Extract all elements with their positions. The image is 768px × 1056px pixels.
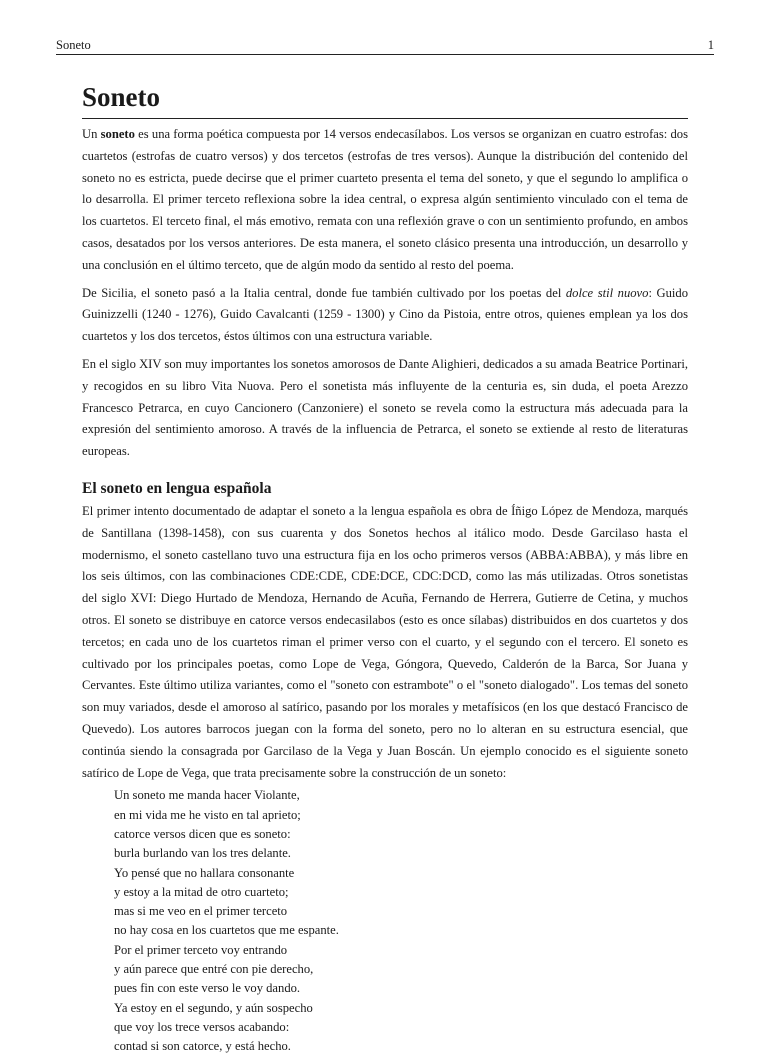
section-paragraph: El primer intento documentado de adaptar el soneto a la lengua española es obra de Íñigo López de Mendoza, marqués de Santillana (1398-1458), con sus cuarenta y dos Sonetos hechos al itálico modo. Desde Garcilaso hasta el modernismo, el soneto castellano tuvo una estructura fija en los ocho primeros versos (ABBA:ABBA), y más libre en los seis últimos, con las combinaciones CDE:CDE, CDE:DCE, CDC:DCD, como las más utilizadas. Otros sonetistas del siglo XVI: Diego Hurtado de Mendoza, Hernando de Acuña, Fernando de Herrera, Gutierre de Cetina, y muchos otros. El soneto se distribuye en catorce versos endecasilabos (esto es once sílabas) distribuidos en dos cuartetos y dos tercetos; en cada uno de los cuartetos riman el primer verso con el cuarto, y el segundo con el tercero. El soneto es cultivado por los principales poetas, como Lope de Vega, Góngora, Quevedo, Calderón de la Barca, Sor Juana y Cervantes. Este último utiliza variantes, como el "soneto con estrambote" o el "soneto dialogado". Los temas del soneto son muy variados, desde el amoroso al satírico, pasando por los morales y metafísicos (en los que destacó Francisco de Quevedo). Los autores barrocos juegan con la forma del soneto, pero no lo alteran en su estructura esencial, que continúa siendo la consagrada por Garcilaso de la Vega y Juan Boscán. Un ejemplo conocido es el siguiente soneto satírico de Lope de Vega, que trata precisamente sobre la construcción de un soneto: [82,503,688,780]
term-soneto: soneto [100,127,135,141]
poem-line: contad si son catorce, y está hecho. [114,1039,291,1054]
poem-line: pues fin con este verso le voy dando. [114,981,301,996]
page-number: 1 [707,38,714,52]
poem-line: catorce versos dicen que es soneto: [114,826,291,841]
poem-line: que voy los trece versos acabando: [114,1019,290,1034]
poem-line: Por el primer terceto voy entrando [114,942,288,957]
sicilia-text-start: De Sicilia, el soneto pasó a la Italia central, donde fue también cultivado por los poetas del [82,285,566,300]
page-title: Soneto [82,82,688,119]
intro-paragraph-1 [82,124,688,277]
poem-line: y aún parece que entré con pie derecho, [114,961,314,976]
running-header [56,38,714,55]
intro-paragraph-3: En el siglo XIV son muy importantes los sonetos amorosos de Dante Alighieri, dedicados a su amada Beatrice Portinari, y recogidos en su libro Vita Nuova. Pero el sonetista más influyente de la centuria es, sin duda, el poeta Arezzo Francesco Petrarca, en cuyo Cancionero (Canzoniere) el soneto se revela como la estructura más adecuada para la expresión del sentimiento amoroso. A través de la influencia de Petrarca, el soneto se extiende al resto de literaturas europeas. [82,356,688,459]
poem-line: Un soneto me manda hacer Violante, [114,788,300,803]
intro-text-rest: es una forma poética compuesta por 14 versos endecasílabos. Los versos se organizan en cuatro estrofas: dos cuartetos (estrofas de cuatro versos) y dos tercetos (estrofas de tres versos). Aunque la distribución del contenido del soneto no es estricta, puede decirse que el primer cuarteto presenta el tema del soneto, y que el segundo lo amplifica o lo desarrolla. El primer terceto reflexiona sobre la idea central, o expresa algún sentimiento vinculado con el tema de los cuartetos. El terceto final, el más emotivo, remata con una reflexión grave o con un sentimiento profundo, en ambos casos, desatados por los versos anteriores. De esta manera, el soneto clásico presenta una introducción, un desarrollo y una conclusión en el último terceto, que de algún modo da sentido al resto del poema. [82,127,689,272]
running-title: Soneto [56,38,91,52]
poem-line: mas si me veo en el primer terceto [114,904,288,919]
poem-block [114,786,688,1056]
intro-text-start: Un [82,127,101,141]
term-dolce-stil-nuovo: dolce stil nuovo [565,285,649,300]
intro-paragraph-2 [82,283,688,348]
poem-line: en mi vida me he visto en tal aprieto; [114,807,301,822]
poem-line: burla burlando van los tres delante. [114,846,291,861]
section-heading: El soneto en lengua española [82,479,272,497]
poem-line: Yo pensé que no hallara consonante [114,865,295,880]
article-body [82,82,688,1056]
poem-line: y estoy a la mitad de otro cuarteto; [114,884,289,899]
poem-line: no hay cosa en los cuartetos que me espante. [114,923,339,938]
poem-line: Ya estoy en el segundo, y aún sospecho [114,1000,313,1015]
sicilia-text-rest: : Guido Guinizzelli (1240 - 1276), Guido Cavalcanti (1259 - 1300) y Cino da Pistoia, entre otros, quienes emplean ya los dos cuartetos y los dos tercetos, éstos últimos con una estructura variable. [82,285,688,344]
